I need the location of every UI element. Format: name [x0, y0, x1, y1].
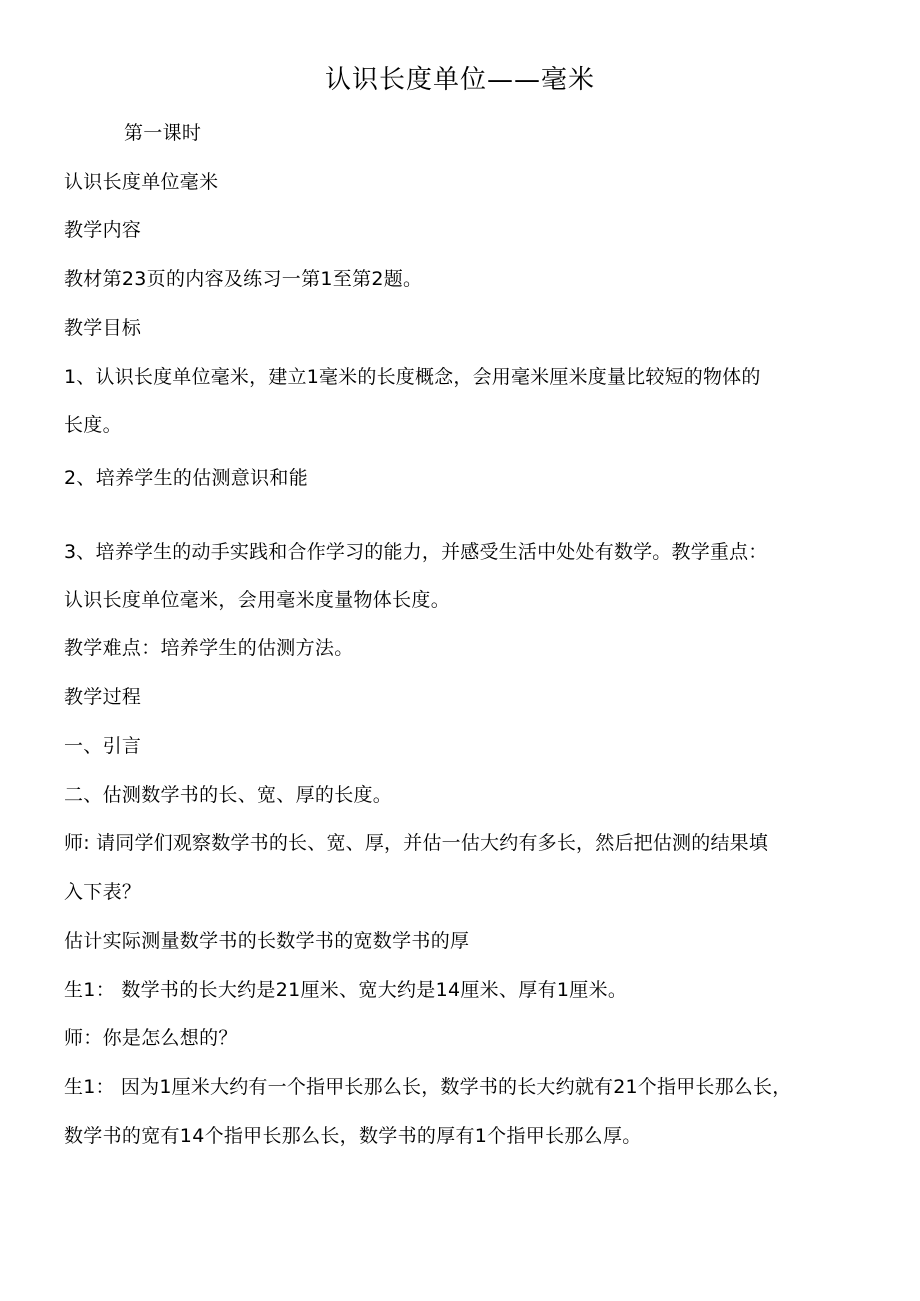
process-step-1: 一、引言: [64, 735, 142, 757]
teacher-prompt-line-2: 入下表？: [64, 881, 142, 903]
section-heading-content: 教学内容: [64, 219, 142, 241]
process-step-2: 二、估测数学书的长、宽、厚的长度。: [64, 784, 393, 806]
teacher-prompt-line-1: 师: 请同学们观察数学书的长、宽、厚，并估一估大约有多长，然后把估测的结果填: [64, 832, 769, 854]
content-text: 教材第23页的内容及练习一第1至第2题。: [64, 268, 423, 290]
lesson-period: 第一课时: [124, 122, 202, 144]
document-title: 认识长度单位——毫米: [324, 65, 595, 95]
section-heading-goals: 教学目标: [64, 317, 142, 339]
student-answer-2-line-2: 数学书的宽有14个指甲长那么长，数学书的厚有1个指甲长那么厚。: [64, 1125, 642, 1147]
goal-3-line-1: 3、培养学生的动手实践和合作学习的能力，并感受生活中处处有数学。教学重点：: [64, 541, 768, 563]
student-answer-1: 生1： 数学书的长大约是21厘米、宽大约是14厘米、厚有1厘米。: [64, 979, 628, 1001]
goal-3-line-2: 认识长度单位毫米，会用毫米度量物体长度。: [64, 589, 451, 611]
section-heading-process: 教学过程: [64, 686, 142, 708]
goal-2: 2、培养学生的估测意识和能: [64, 467, 308, 489]
teaching-difficulty: 教学难点：培养学生的估测方法。: [64, 637, 354, 659]
lesson-topic: 认识长度单位毫米: [64, 171, 219, 193]
goal-1-line-2: 长度。: [64, 414, 122, 436]
goal-1-line-1: 1、认识长度单位毫米，建立1毫米的长度概念，会用毫米厘米度量比较短的物体的: [64, 366, 761, 388]
estimate-table-header: 估计实际测量数学书的长数学书的宽数学书的厚: [64, 930, 470, 952]
teacher-question: 师：你是怎么想的？: [64, 1027, 238, 1049]
student-answer-2-line-1: 生1： 因为1厘米大约有一个指甲长那么长，数学书的长大约就有21个指甲长那么长，: [64, 1076, 792, 1098]
